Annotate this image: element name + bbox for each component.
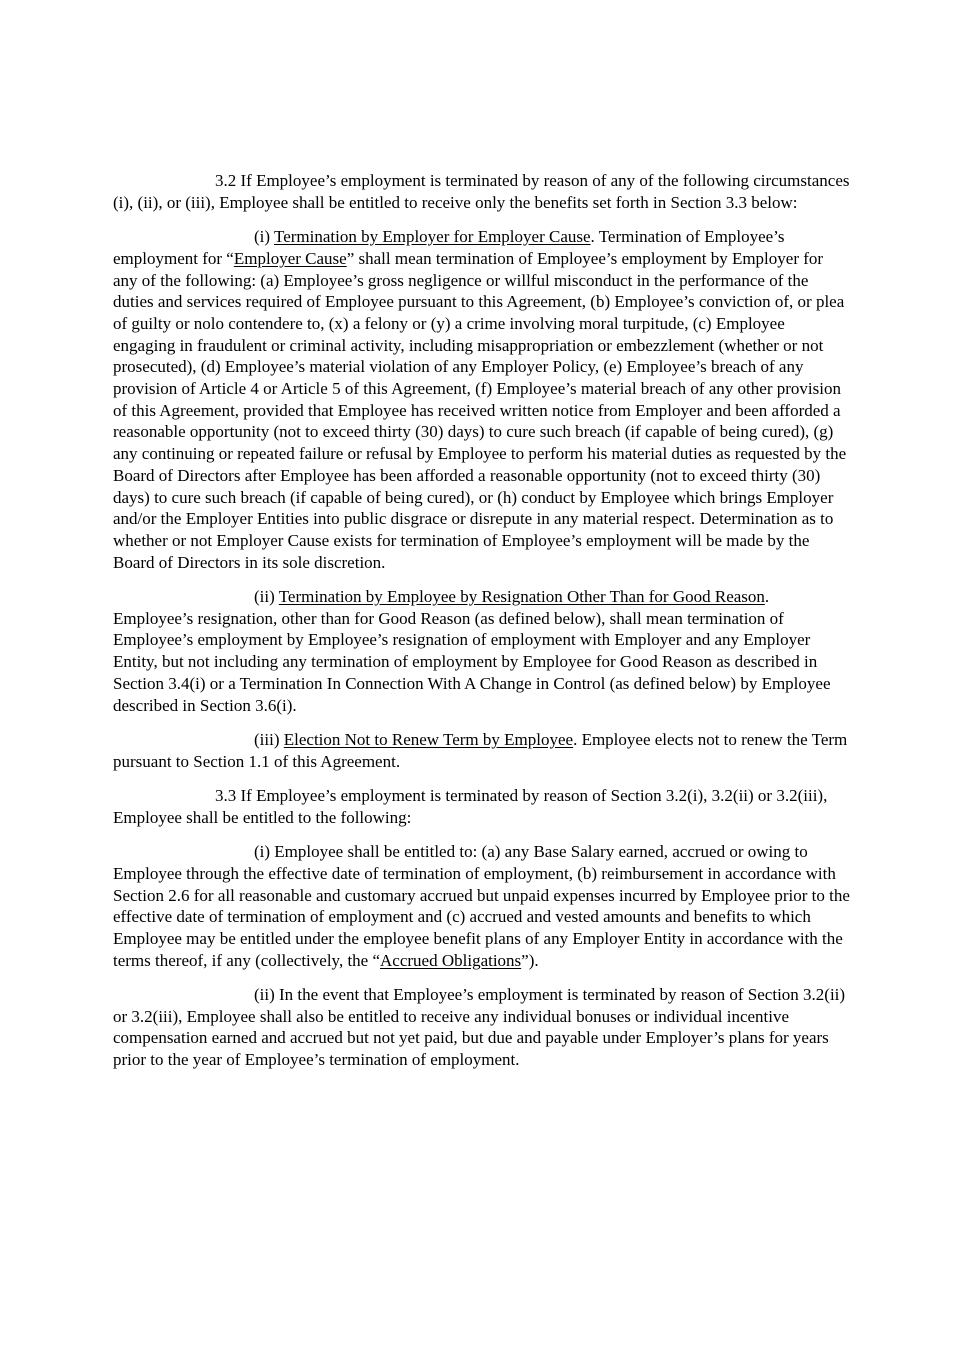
text-run: 3.2 If Employee’s employment is terminated by reason of any of the following circumstances (i), (ii), or (iii), Employee shall be entitled to receive only the benefits set forth in Section 3.3 below: (113, 171, 850, 212)
text-run: (i) Employee shall be entitled to: (a) any Base Salary earned, accrued or owing to Employee through the effective date of termination of employment, (b) reimbursement in accordance with Section 2.6 for all reasonable and customary accrued but unpaid expenses incurred by Employee prior to the effective date of termination of employment and (c) accrued and vested amounts and benefits to which Employee may be entitled under the employee benefit plans of any Employer Entity in accordance with the terms thereof, if any (collectively, the “ (113, 842, 850, 970)
document-body (113, 170, 850, 1084)
underlined-run: Termination by Employee by Resignation Other Than for Good Reason (278, 587, 765, 607)
text-run: (ii) In the event that Employee’s employment is terminated by reason of Section 3.2(ii) or 3.2(iii), Employee shall also be entitled to receive any individual bonuses or individual incentive compensation earned and accrued but not yet paid, but due and payable under Employer’s plans for years prior to the year of Employee’s termination of employment. (113, 985, 846, 1070)
underlined-run: Termination by Employer for Employer Cause (274, 227, 591, 247)
text-run: (i) (254, 227, 274, 247)
underlined-run: Employer Cause (233, 248, 347, 268)
paragraph-3-2-i (113, 226, 850, 573)
paragraph-3-2-iii (113, 729, 850, 772)
underlined-run: Election Not to Renew Term by Employee (283, 729, 574, 749)
text-run: 3.3 If Employee’s employment is terminated by reason of Section 3.2(i), 3.2(ii) or 3.2(iii), Employee shall be entitled to the following: (113, 786, 828, 827)
paragraph-3-2-ii (113, 586, 850, 716)
paragraph-3-3 (113, 785, 850, 828)
underlined-run: Accrued Obligations (380, 950, 522, 970)
text-run: (ii) (254, 587, 279, 607)
text-run: ” shall mean termination of Employee’s employment by Employer for any of the following: (a) Employee’s gross negligence or willful misconduct in the performance of the duties and services required of Employee pursuant to this Agreement, (b) Employee’s conviction of, or plea of guilty or nolo contendere to, (x) a felony or (y) a crime involving moral turpitude, (c) Employee engaging in fraudulent or criminal activity, including misappropriation or embezzlement (whether or not prosecuted), (d) Employee’s material violation of any Employer Policy, (e) Employee’s breach of any provision of Article 4 or Article 5 of this Agreement, (f) Employee’s material breach of any other provision of this Agreement, provided that Employee has received written notice from Employer and been afforded a reasonable opportunity (not to exceed thirty (30) days) to cure such breach (if capable of being cured), (g) any continuing or repeated failure or refusal by Employee to perform his material duties as requested by the Board of Directors after Employee has been afforded a reasonable opportunity (not to exceed thirty (30) days) to cure such breach (if capable of being cured), or (h) conduct by Employee which brings Employer and/or the Employer Entities into public disgrace or disrepute in any material respect. Determination as to whether or not Employer Cause exists for termination of Employee’s employment will be made by the Board of Directors in its sole discretion. (113, 248, 847, 572)
text-run: . Employee’s resignation, other than for Good Reason (as defined below), shall mean termination of Employee’s employment by Employee’s resignation of employment with Employer and any Employer Entity, but not including any termination of employment by Employee for Good Reason as described in Section 3.4(i) or a Termination In Connection With A Change in Control (as defined below) by Employee described in Section 3.6(i). (113, 587, 831, 715)
paragraph-3-3-i (113, 841, 850, 971)
text-run: . Employee elects not to renew the Term pursuant to Section 1.1 of this Agreement. (113, 729, 848, 771)
paragraph-3-2 (113, 170, 850, 213)
text-run: ”). (521, 950, 539, 970)
paragraph-3-3-ii (113, 984, 850, 1071)
text-run: . Termination of Employee’s employment for “ (113, 227, 785, 268)
text-run: (iii) (254, 729, 284, 749)
